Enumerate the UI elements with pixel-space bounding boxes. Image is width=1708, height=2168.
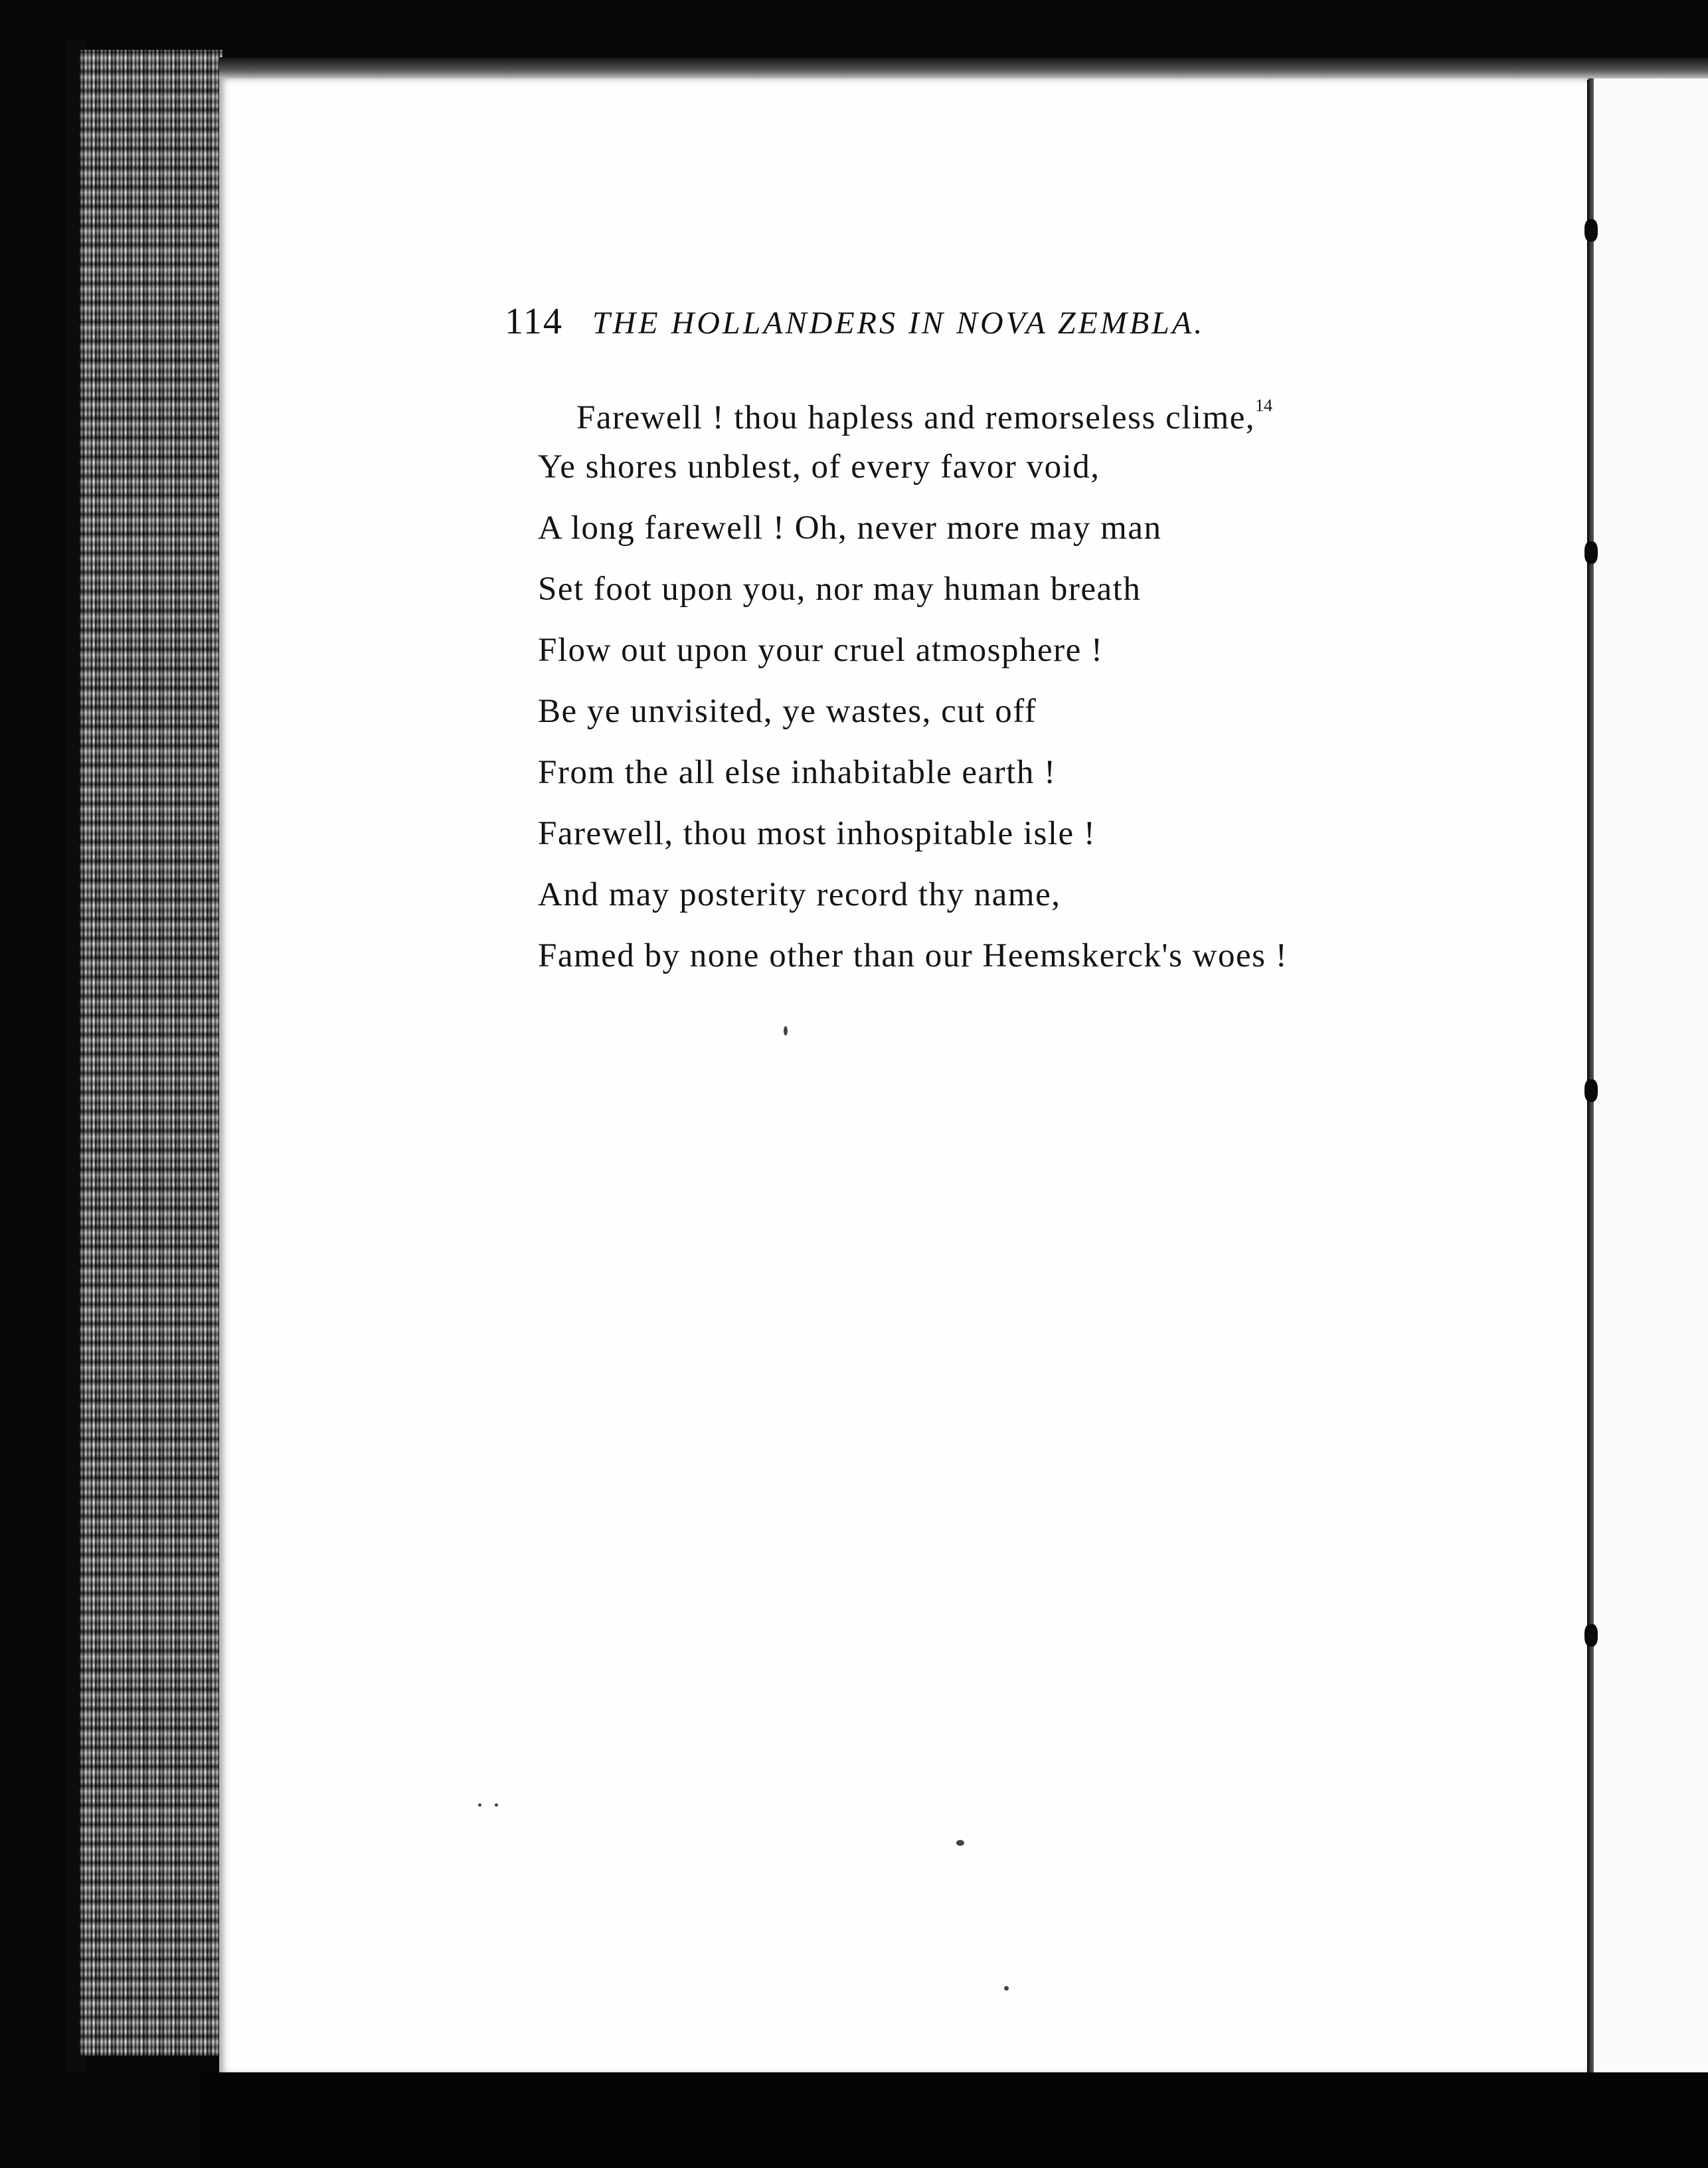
poem-line: Farewell, thou most inhospitable isle !: [538, 815, 1096, 852]
poem-line: Be ye unvisited, ye wastes, cut off: [538, 693, 1037, 730]
poem-line: Farewell ! thou hapless and remorseless clime,$^{14}$: [576, 396, 1273, 436]
poem-line: And may posterity record thy name,: [538, 876, 1061, 913]
scan-speck: [495, 1803, 498, 1807]
running-head: [505, 300, 1368, 347]
binding-stitch: [1584, 219, 1598, 242]
footnote-reference: 14: [1255, 396, 1273, 415]
poem-line: From the all else inhabitable earth !: [538, 754, 1057, 791]
poem-line: Flow out upon your cruel atmosphere !: [538, 632, 1104, 669]
poem: [538, 375, 1468, 986]
poem-line: Set foot upon you, nor may human breath: [538, 571, 1142, 608]
facing-page-sliver: [1594, 78, 1708, 2124]
page-number: 114: [505, 301, 563, 342]
scan-speck: [478, 1803, 481, 1807]
scan-speck: [784, 1026, 788, 1036]
poem-line: Famed by none other than our Heemskerck's woes !: [538, 937, 1288, 974]
page-block-edges: [80, 50, 222, 2056]
binding-stitch: [1584, 1079, 1598, 1102]
poem-line: A long farewell ! Oh, never more may man: [538, 509, 1162, 547]
book-title: THE HOLLANDERS IN NOVA ZEMBLA.: [592, 306, 1205, 341]
scan-speck: [1004, 1986, 1009, 1991]
poem-line: Ye shores unblest, of every favor void,: [538, 448, 1100, 486]
page-bottom-margin: [199, 2072, 1708, 2168]
binding-stitch: [1584, 1624, 1598, 1647]
binding-stitch: [1584, 541, 1598, 564]
page-top-shadow: [219, 57, 1708, 80]
scan-speck: [956, 1840, 964, 1846]
